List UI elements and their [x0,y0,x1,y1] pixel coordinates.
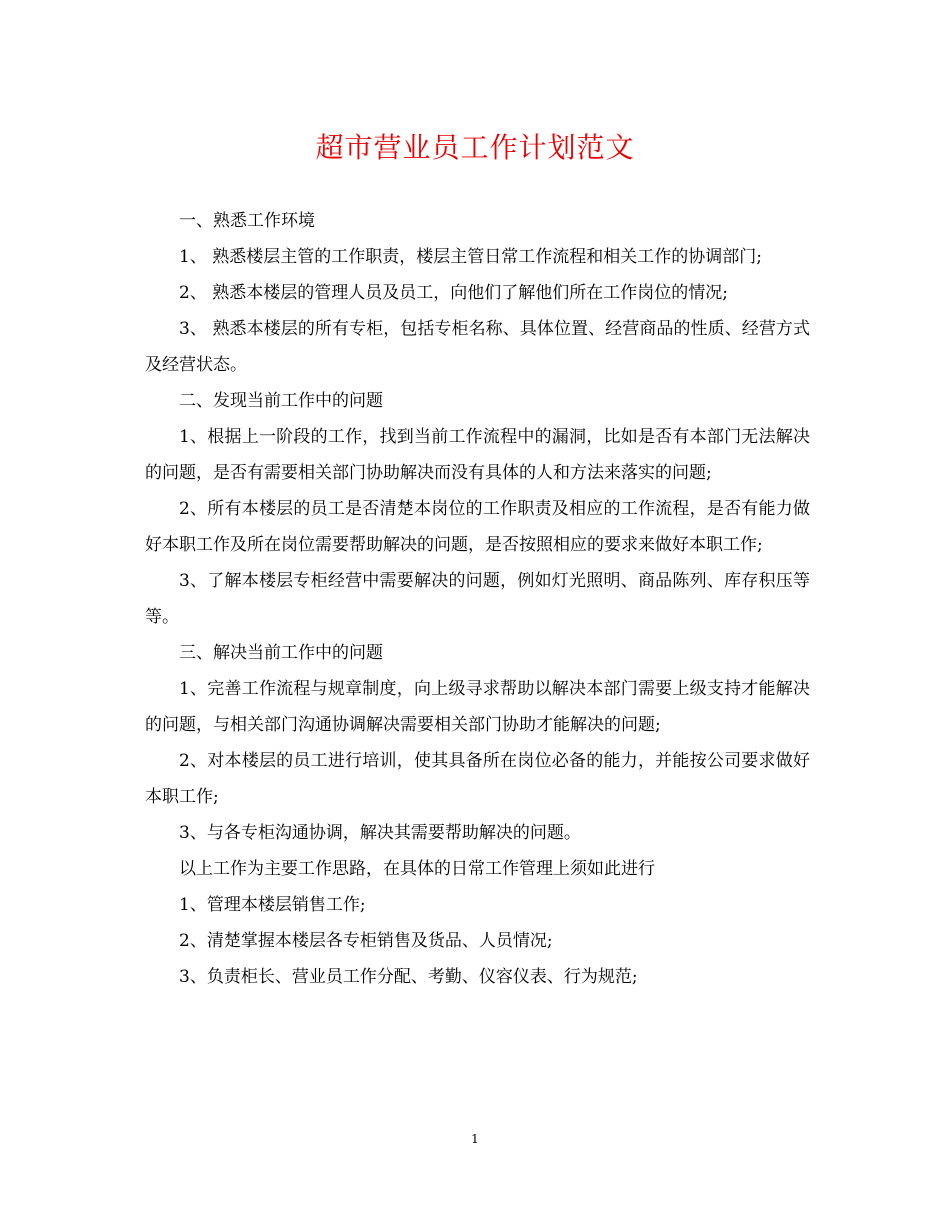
paragraph: 2、 熟悉本楼层的管理人员及员工，向他们了解他们所在工作岗位的情况; [179,283,728,303]
paragraph: 3、了解本楼层专柜经营中需要解决的问题，例如灯光照明、商品陈列、库存积压等等。 [145,571,810,627]
paragraph: 1、完善工作流程与规章制度，向上级寻求帮助以解决本部门需要上级支持才能解决的问题，与相关部门沟通协调解决需要相关部门协助才能解决的问题; [145,679,810,735]
paragraph: 2、所有本楼层的员工是否清楚本岗位的工作职责及相应的工作流程，是否有能力做好本职工作及所在岗位需要帮助解决的问题，是否按照相应的要求来做好本职工作; [145,499,810,555]
document-title: 超市营业员工作计划范文 [315,131,635,164]
paragraph: 1、 熟悉楼层主管的工作职责，楼层主管日常工作流程和相关工作的协调部门; [179,247,762,267]
section-heading-3: 三、解决当前工作中的问题 [179,643,383,663]
paragraph: 3、负责柜长、营业员工作分配、考勤、仪容仪表、行为规范; [179,967,638,987]
paragraph: 3、 熟悉本楼层的所有专柜，包括专柜名称、具体位置、经营商品的性质、经营方式及经营状态。 [145,319,810,375]
document-body [145,203,810,995]
section-heading-2: 二、发现当前工作中的问题 [179,391,383,411]
paragraph: 2、清楚掌握本楼层各专柜销售及货品、人员情况; [179,931,553,951]
paragraph: 1、根据上一阶段的工作，找到当前工作流程中的漏洞，比如是否有本部门无法解决的问题，是否有需要相关部门协助解决而没有具体的人和方法来落实的问题; [145,427,810,483]
page-number: 1 [471,1132,479,1146]
paragraph: 2、对本楼层的员工进行培训，使其具备所在岗位必备的能力，并能按公司要求做好本职工作; [145,751,810,807]
paragraph: 3、与各专柜沟通协调，解决其需要帮助解决的问题。 [179,823,581,843]
paragraph: 以上工作为主要工作思路，在具体的日常工作管理上须如此进行 [179,859,655,879]
section-heading-1: 一、熟悉工作环境 [179,211,315,231]
paragraph: 1、管理本楼层销售工作; [179,895,366,915]
